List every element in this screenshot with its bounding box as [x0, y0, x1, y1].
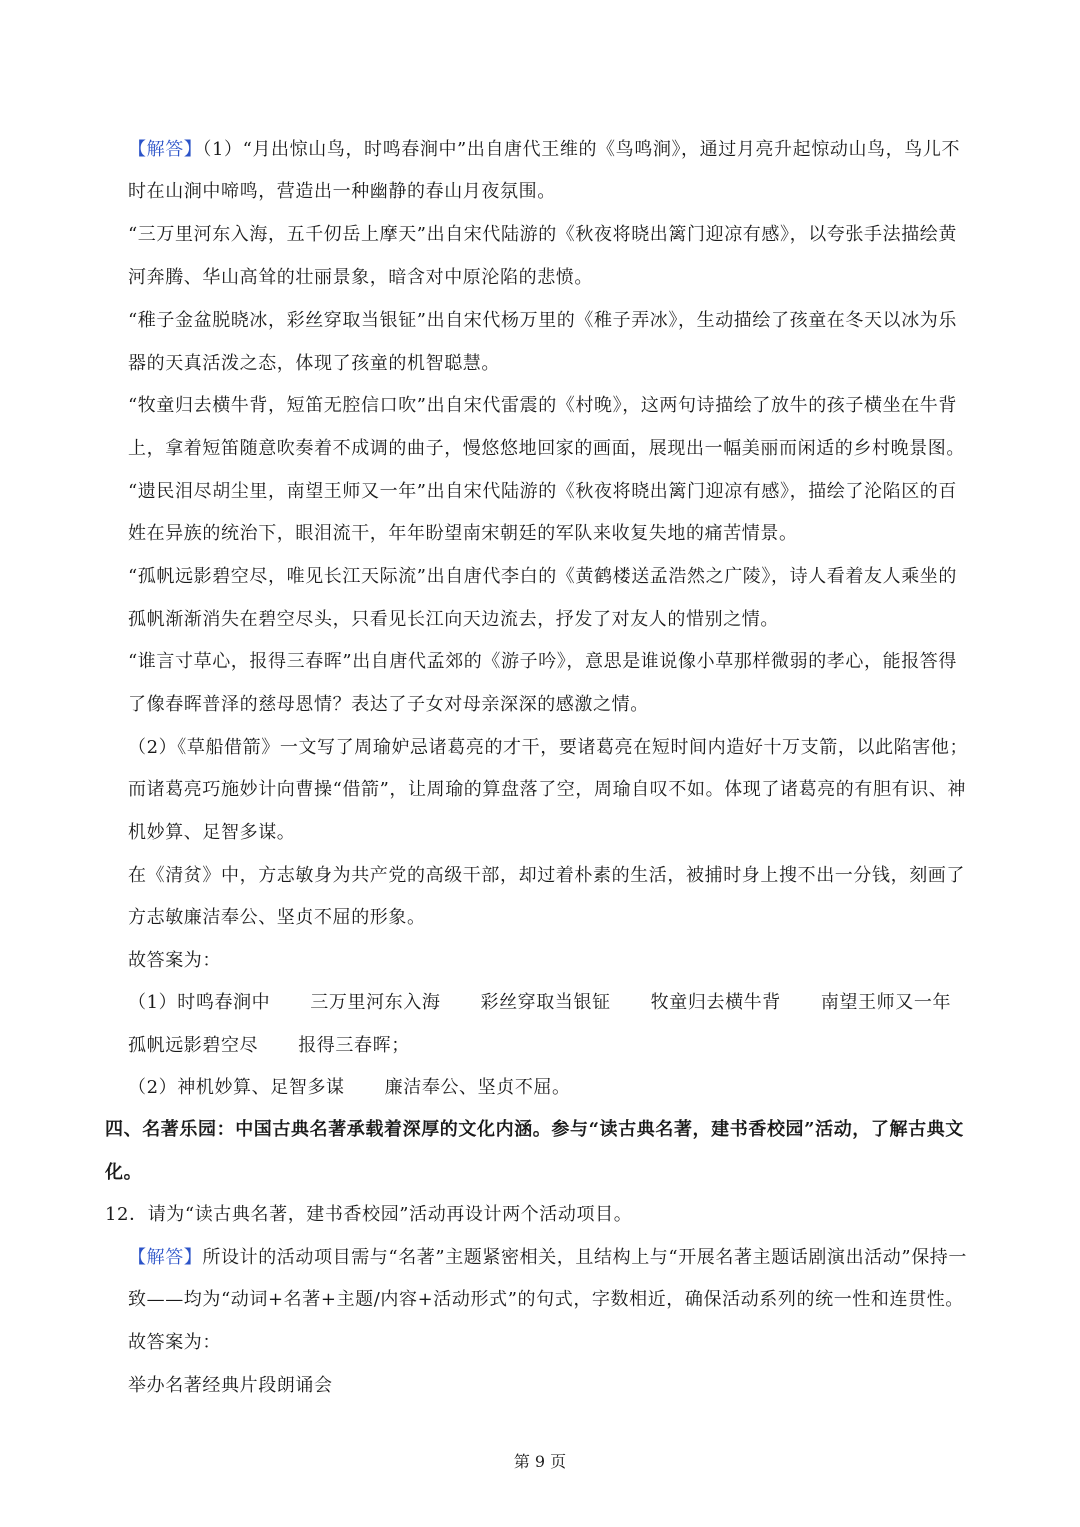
answer-row: 孤帆远影碧空尽 报得三春晖； — [128, 1035, 410, 1056]
text-line: “牧童归去横牛背，短笛无腔信口吹”出自宋代雷震的《村晚》，这两句诗描绘了放牛的孩子横坐在牛背 — [128, 395, 957, 416]
text-line: “孤帆远影碧空尽，唯见长江天际流”出自唐代李白的《黄鹤楼送孟浩然之广陵》，诗人看着友人乘坐的 — [128, 566, 957, 587]
section-heading: 化。 — [105, 1162, 143, 1183]
section-heading: 四、名著乐园：中国古典名著承载着深厚的文化内涵。参与“读古典名著，建书香校园”活动，了解古典文 — [105, 1119, 964, 1140]
text-line: 上，拿着短笛随意吹奏着不成调的曲子，慢悠悠地回家的画面，展现出一幅美丽而闲适的乡村晚景图。 — [128, 438, 965, 459]
text-line: 在《清贫》中，方志敏身为共产党的高级干部，却过着朴素的生活，被捕时身上搜不出一分钱，刻画了 — [128, 865, 965, 886]
text-line: “谁言寸草心，报得三春晖”出自唐代孟郊的《游子吟》，意思是谁说像小草那样微弱的孝心，能报答得 — [128, 651, 957, 672]
answer-line: 【解答】（1）“月出惊山鸟，时鸣春涧中”出自唐代王维的《鸟鸣涧》，通过月亮升起惊动山鸟，鸟儿不 — [128, 139, 961, 160]
answer-row: （2）神机妙算、足智多谋 廉洁奉公、坚贞不屈。 — [128, 1077, 571, 1098]
text-line: 时在山涧中啼鸣，营造出一种幽静的春山月夜氛围。 — [128, 181, 556, 202]
text-line: “遗民泪尽胡尘里，南望王师又一年”出自宋代陆游的《秋夜将晓出篱门迎凉有感》，描绘了沦陷区的百 — [128, 481, 957, 502]
question-text: 12．请为“读古典名著，建书香校园”活动再设计两个活动项目。 — [105, 1204, 633, 1225]
text-line: 河奔腾、华山高耸的壮丽景象，暗含对中原沦陷的悲愤。 — [128, 267, 593, 288]
text-line: 而诸葛亮巧施妙计向曹操“借箭”，让周瑜的算盘落了空，周瑜自叹不如。体现了诸葛亮的有胆有识、神 — [128, 779, 966, 800]
text-line: 姓在异族的统治下，眼泪流干，年年盼望南宋朝廷的军队来收复失地的痛苦情景。 — [128, 523, 798, 544]
text-line: 致——均为“动词+名著+主题/内容+活动形式”的句式，字数相近，确保活动系列的统一性和连贯性。 — [128, 1289, 964, 1310]
answer-tag: 【解答】 — [128, 139, 203, 160]
text-line: 了像春晖普泽的慈母恩情？表达了子女对母亲深深的感激之情。 — [128, 694, 649, 715]
text-line: 器的天真活泼之态，体现了孩童的机智聪慧。 — [128, 353, 500, 374]
answer-tag: 【解答】 — [128, 1247, 203, 1268]
answer-row: （1）时鸣春涧中 三万里河东入海 彩丝穿取当银钲 牧童归去横牛背 南望王师又一年 — [128, 992, 952, 1013]
text-line: “三万里河东入海，五千仞岳上摩天”出自宋代陆游的《秋夜将晓出篱门迎凉有感》，以夸张手法描绘黄 — [128, 224, 957, 245]
text-line: 故答案为： — [128, 950, 221, 971]
text-line: （2）《草船借箭》一文写了周瑜妒忌诸葛亮的才干，要诸葛亮在短时间内造好十万支箭，以此陷害他； — [128, 737, 969, 758]
page-number: 第 9 页 — [513, 1452, 567, 1471]
text-line: 故答案为： — [128, 1332, 221, 1353]
text-line: 孤帆渐渐消失在碧空尽头，只看见长江向天边流去，抒发了对友人的惜别之情。 — [128, 609, 779, 630]
text-line: 举办名著经典片段朗诵会 — [128, 1375, 333, 1396]
text-line: 机妙算、足智多谋。 — [128, 822, 296, 843]
text-line: 方志敏廉洁奉公、坚贞不屈的形象。 — [128, 907, 426, 928]
answer-line: 【解答】所设计的活动项目需与“名著”主题紧密相关，且结构上与“开展名著主题话剧演出活动”保持一 — [128, 1247, 968, 1268]
text-line: “稚子金盆脱晓冰，彩丝穿取当银钲”出自宋代杨万里的《稚子弄冰》，生动描绘了孩童在冬天以冰为乐 — [128, 310, 957, 331]
